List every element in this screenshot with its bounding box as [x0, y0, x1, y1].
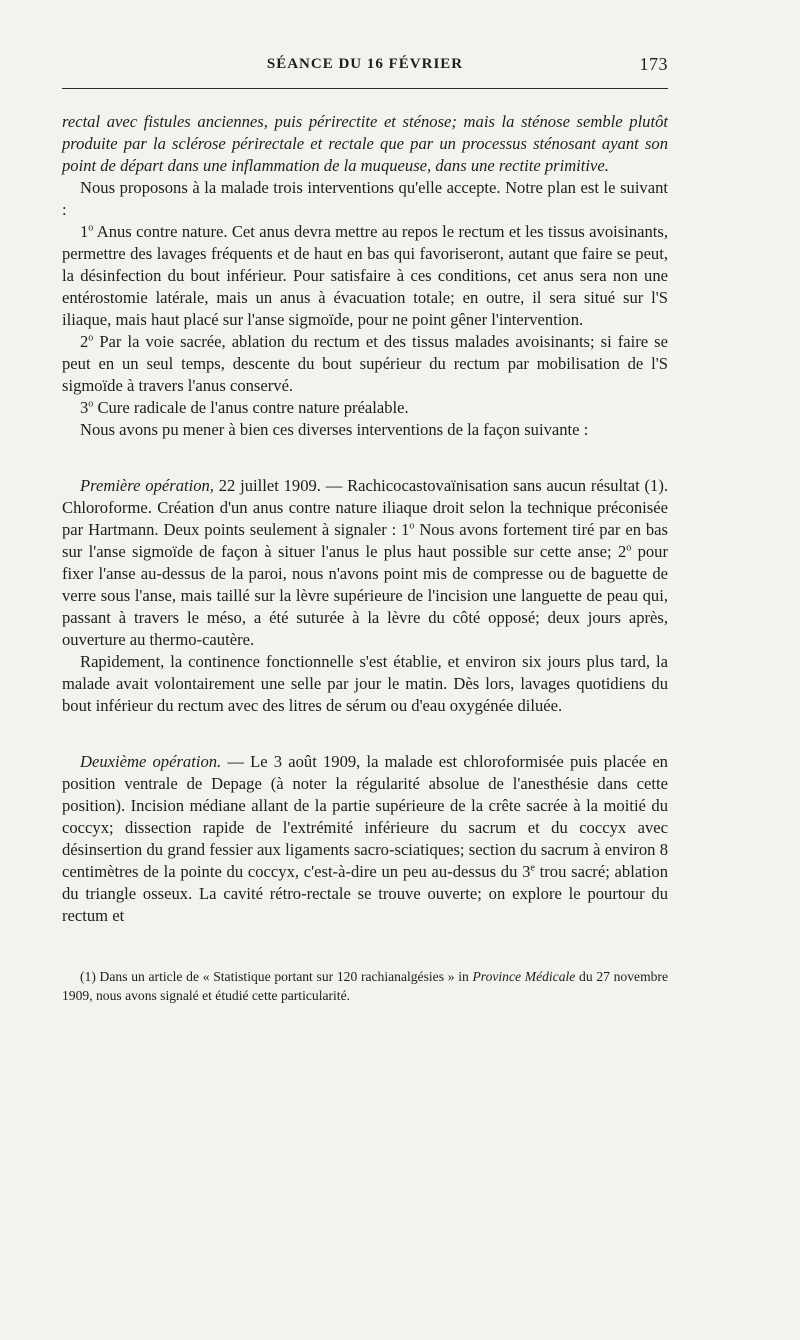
- running-title: SÉANCE DU 16 FÉVRIER: [266, 56, 464, 72]
- section-gap: [62, 441, 668, 475]
- section-gap: [62, 717, 668, 751]
- paragraph-text: trou sacré; ablation du triangle osseux. La cavité rétro-rectale se trouve ouverte; on explore le pourtour du rectum et: [62, 862, 669, 925]
- paragraph: Rapidement, la continence fonctionnelle s'est établie, et environ six jours plus tard, la malade avait volontairement une selle par jour le matin. Dès lors, lavages quotidiens du bout inférieur du rectum avec des litres de sérum ou d'eau oxygénée diluée.: [62, 652, 668, 715]
- body-text: [62, 111, 668, 927]
- paragraph: [62, 331, 668, 397]
- paragraph: [62, 475, 668, 651]
- paragraph-text: Par la voie sacrée, ablation du rectum et des tissus malades avoisinants; si faire se peut en un seul temps, descente du bout supérieur du rectum par mobilisation de l'S sigmoïde à travers l'anus conservé.: [62, 332, 668, 395]
- document-page: [62, 50, 668, 1005]
- footnote-text: du 27 novembre 1909, nous avons signalé et étudié cette particularité.: [62, 969, 668, 1003]
- page-number: 173: [639, 54, 668, 74]
- paragraph-text: Nous avons fortement tiré par en bas sur l'anse sigmoïde de façon à situer l'anus le plus haut possible sur cette anse; 2: [62, 520, 668, 561]
- paragraph: Nous avons pu mener à bien ces diverses interventions de la façon suivante :: [80, 420, 589, 439]
- paragraph: Nous proposons à la malade trois interventions qu'elle accepte. Notre plan est le suivant :: [62, 178, 668, 219]
- footnote-text: (1) Dans un article de « Statistique portant sur 120 rachianalgésies » in: [80, 969, 473, 984]
- list-number: 2: [80, 332, 89, 351]
- section-lead: Deuxième opération.: [80, 752, 222, 771]
- paragraph-text: pour fixer l'anse au-dessus de la paroi, nous n'avons point mis de compresse ou de baguette de verre sous l'anse, mais taillé sur la lèvre supérieure de l'incision une languette de peau qui, passant à travers le méso, a été suturée à la lèvre du côté opposé; deux jours après, ouverture au thermo-cautère.: [62, 542, 668, 649]
- paragraph: [62, 397, 668, 419]
- ordinal-mark: e: [530, 862, 535, 874]
- ordinal-mark: o: [88, 222, 94, 234]
- paragraph: rectal avec fistules anciennes, puis périrectite et sténose; mais la sténose semble plutôt produite par la sclérose périrectale et rectale que par un processus sténosant ayant son point de départ dans une inflammation de la muqueuse, dans une rectite primitive.: [62, 112, 668, 175]
- paragraph-text: Anus contre nature. Cet anus devra mettre au repos le rectum et les tissus avoisinants, permettre des lavages fréquents et de haut en bas qui favoriseront, autant que faire se peut, la désinfection du bout inférieur. Pour satisfaire à ces conditions, cet anus sera non une entérostomie latérale, mais un anus à évacuation totale; en outre, il sera situé sur l'S iliaque, mais haut placé sur l'anse sigmoïde, pour ne point gêner l'intervention.: [62, 222, 668, 329]
- paragraph-text: — Le 3 août 1909, la malade est chloroformisée puis placée en position ventrale de Depage (à noter la régularité absolue de l'anesthésie dans cette position). Incision médiane allant de la partie supérieure de la crête sacrée à la moitié du coccyx; dissection rapide de l'extrémité inférieure du sacrum et du coccyx avec désinsertion du grand fessier aux ligaments sacro-sciatiques; section du sacrum à environ 8 centimètres de la pointe du coccyx, c'est-à-dire un peu au-dessus du 3: [62, 752, 668, 881]
- list-number: 1: [80, 222, 89, 241]
- paragraph: [62, 751, 668, 927]
- footnote-journal: Province Médicale: [472, 969, 576, 984]
- page-header: [62, 50, 668, 80]
- list-number: 3: [80, 398, 89, 417]
- ordinal-mark: o: [626, 542, 632, 554]
- paragraph-text: 22 juillet 1909. — Rachicocastovaïnisation sans aucun résultat (1). Chloroforme. Création d'un anus contre nature iliaque droit selon la technique préconisée par Hartmann. Deux points seulement à signaler : 1: [62, 476, 668, 539]
- section-lead: Première opération,: [80, 476, 214, 495]
- header-rule: [62, 88, 668, 89]
- paragraph-text: Cure radicale de l'anus contre nature préalable.: [93, 398, 409, 417]
- ordinal-mark: o: [88, 332, 94, 344]
- ordinal-mark: o: [409, 520, 415, 532]
- paragraph: [62, 221, 668, 331]
- ordinal-mark: o: [88, 398, 94, 410]
- footnote: [62, 967, 668, 1005]
